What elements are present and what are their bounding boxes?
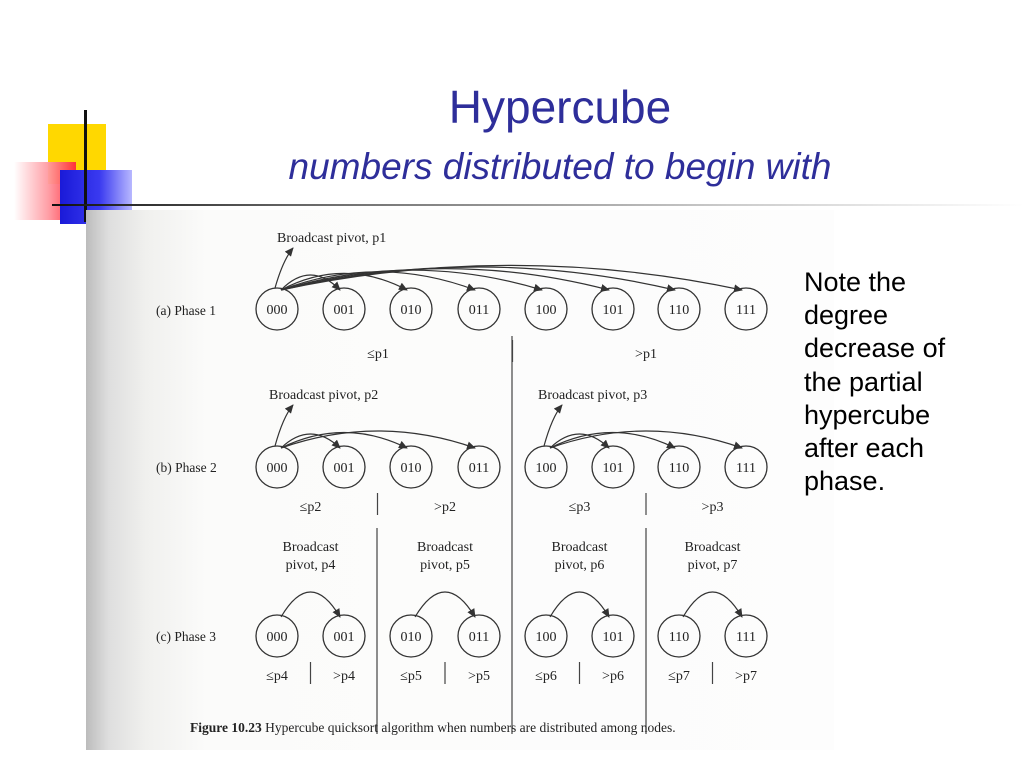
node-label: 001 (333, 461, 355, 476)
gt-label: >p6 (602, 669, 624, 684)
node-label: 100 (535, 303, 557, 318)
node-label: 011 (468, 630, 490, 645)
pivot-label: pivot, p5 (420, 558, 470, 573)
slide-title: Hypercube (448, 81, 672, 133)
broadcast-arrow (550, 592, 609, 617)
node-label: 111 (736, 630, 756, 645)
gt-label: >p1 (635, 347, 657, 362)
phase-label: (c) Phase 3 (156, 629, 216, 644)
broadcast-arrow (281, 265, 742, 290)
pivot-label: Broadcast (282, 540, 339, 555)
broadcast-arrow (550, 434, 609, 448)
le-label: ≤p6 (535, 669, 557, 684)
pivot-label: pivot, p6 (554, 558, 605, 573)
le-label: ≤p3 (568, 500, 591, 515)
node-label: 101 (602, 461, 624, 476)
le-label: ≤p7 (668, 669, 690, 684)
broadcast-arrow (415, 592, 475, 617)
node-label: 111 (736, 303, 756, 318)
phase-label: (a) Phase 1 (156, 303, 216, 318)
node-label: 100 (535, 630, 557, 645)
node-label: 010 (400, 303, 422, 318)
figure-diagram (86, 210, 834, 750)
pivot-label: pivot, p7 (687, 558, 738, 573)
pivot-label: Broadcast pivot, p2 (269, 388, 379, 403)
pivot-label: Broadcast pivot, p1 (277, 231, 387, 246)
gt-label: >p5 (468, 669, 490, 684)
node-label: 010 (400, 630, 422, 645)
node-label: 010 (400, 461, 422, 476)
hypercube-quicksort-figure (86, 210, 834, 750)
broadcast-arrow (281, 434, 340, 448)
gt-label: >p7 (735, 669, 757, 684)
pivot-label: Broadcast (551, 540, 608, 555)
le-label: ≤p1 (367, 347, 389, 362)
gt-label: >p3 (701, 500, 724, 515)
le-label: ≤p2 (299, 500, 322, 515)
node-label: 001 (333, 630, 355, 645)
pivot-label: Broadcast (684, 540, 741, 555)
broadcast-arrow (281, 270, 542, 290)
broadcast-arrow (281, 592, 340, 617)
node-label: 111 (736, 461, 756, 476)
pivot-label: pivot, p4 (285, 558, 336, 573)
pivot-label: Broadcast (417, 540, 473, 555)
node-label: 100 (535, 461, 557, 476)
node-label: 000 (266, 630, 288, 645)
caption-text: Hypercube quicksort algorithm when numbers are distributed among nodes. (265, 720, 676, 735)
node-label: 101 (602, 303, 624, 318)
slide-subtitle: numbers distributed to begin with (288, 146, 832, 187)
gt-label: >p4 (333, 669, 355, 684)
node-label: 101 (602, 630, 624, 645)
node-label: 110 (668, 630, 690, 645)
node-label: 000 (266, 303, 288, 318)
node-label: 110 (668, 461, 690, 476)
caption-label: Figure 10.23 (190, 720, 266, 735)
phase-label: (b) Phase 2 (156, 460, 217, 475)
node-label: 001 (333, 303, 355, 318)
broadcast-arrow (683, 592, 742, 617)
gt-label: >p2 (434, 500, 456, 515)
node-label: 000 (266, 461, 288, 476)
le-label: ≤p4 (266, 669, 288, 684)
node-label: 011 (468, 303, 490, 318)
decor-horizontal-line (52, 204, 1024, 206)
pivot-label: Broadcast pivot, p3 (538, 388, 648, 403)
node-label: 110 (668, 303, 690, 318)
figure-caption (190, 720, 676, 735)
node-label: 011 (468, 461, 490, 476)
le-label: ≤p5 (400, 669, 422, 684)
note-text: Note the degree decrease of the partial hypercube after each phase. (804, 267, 946, 497)
